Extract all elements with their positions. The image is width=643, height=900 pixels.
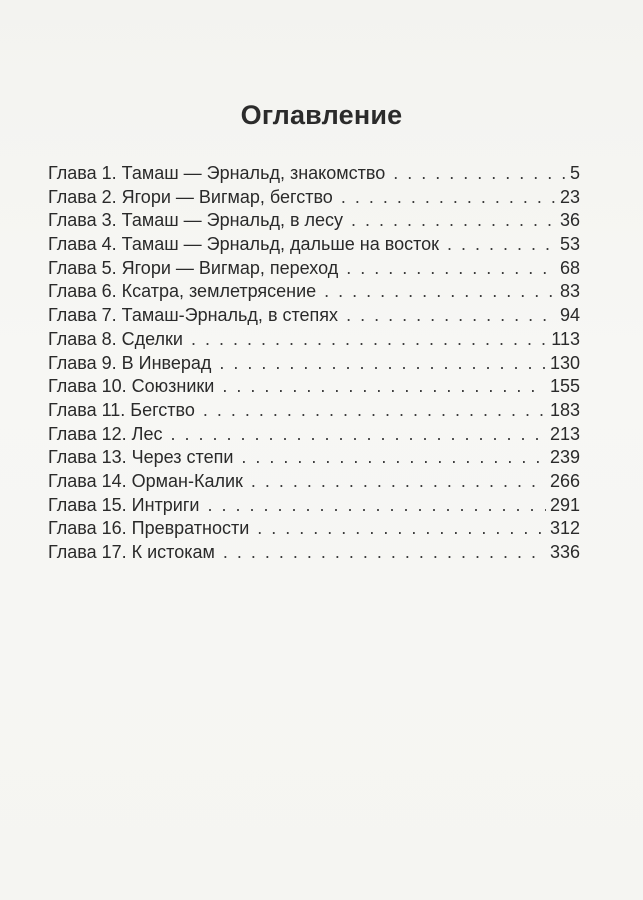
toc-entry-label: Глава 4. Тамаш — Эрнальд, дальше на восток xyxy=(48,234,440,255)
toc-leader-dots xyxy=(393,163,566,184)
toc-entry-page-number: 239 xyxy=(549,447,580,468)
toc-entry-page-number: 83 xyxy=(559,281,580,302)
toc-entry-page-number: 213 xyxy=(549,423,580,444)
toc-entry-page-number: 36 xyxy=(559,210,580,231)
toc-entry-label: Глава 14. Орман-Калик xyxy=(48,470,243,491)
toc-entry xyxy=(48,258,580,282)
toc-entry-page-number: 266 xyxy=(549,470,580,491)
toc-leader-dots xyxy=(447,234,556,255)
toc-entry-label: Глава 16. Превратности xyxy=(48,518,250,539)
page-title: Оглавление xyxy=(240,100,403,130)
toc-leader-dots xyxy=(222,376,546,397)
toc-leader-dots xyxy=(257,518,546,539)
toc-entry-page-number: 183 xyxy=(549,399,580,420)
table-of-contents xyxy=(48,163,580,566)
toc-entry-label: Глава 5. Ягори — Вигмар, переход xyxy=(48,257,339,278)
toc-leader-dots xyxy=(324,281,556,302)
toc-entry xyxy=(48,400,580,424)
toc-entry xyxy=(48,471,580,495)
toc-leader-dots xyxy=(251,471,546,492)
toc-entry-label: Глава 17. К истокам xyxy=(48,542,215,562)
toc-entry-label: Глава 9. В Инверад xyxy=(48,352,212,373)
toc-entry-page-number: 68 xyxy=(559,257,580,278)
toc-entry xyxy=(48,424,580,448)
toc-entry-page-number: 130 xyxy=(549,352,580,373)
toc-entry-label: Глава 10. Союзники xyxy=(48,376,215,397)
toc-entry xyxy=(48,329,580,353)
toc-entry-label: Глава 11. Бегство xyxy=(48,399,195,420)
toc-entry xyxy=(48,281,580,305)
toc-entry-label: Глава 1. Тамаш — Эрнальд, знакомство xyxy=(48,163,386,183)
toc-entry xyxy=(48,305,580,329)
toc-entry-label: Глава 15. Интриги xyxy=(48,494,200,515)
toc-entry-label: Глава 2. Ягори — Вигмар, бегство xyxy=(48,186,333,207)
toc-entry xyxy=(48,495,580,519)
toc-entry-label: Глава 8. Сделки xyxy=(48,328,183,349)
toc-entry-page-number: 113 xyxy=(551,328,580,349)
toc-entry-page-number: 94 xyxy=(559,305,580,326)
toc-leader-dots xyxy=(241,447,546,468)
toc-leader-dots xyxy=(207,495,546,516)
toc-leader-dots xyxy=(341,187,556,208)
toc-leader-dots xyxy=(170,424,545,445)
toc-leader-dots xyxy=(346,258,556,279)
toc-leader-dots xyxy=(219,353,546,374)
toc-entry-label: Глава 13. Через степи xyxy=(48,447,234,468)
toc-entry xyxy=(48,234,580,258)
toc-entry-label: Глава 7. Тамаш-Эрнальд, в степях xyxy=(48,305,339,326)
toc-entry xyxy=(48,376,580,400)
toc-entry xyxy=(48,210,580,234)
toc-entry-page-number: 23 xyxy=(559,186,580,207)
toc-entry xyxy=(48,518,580,542)
toc-entry xyxy=(48,447,580,471)
toc-leader-dots xyxy=(351,210,556,231)
toc-entry-page-number: 336 xyxy=(549,542,580,562)
toc-leader-dots xyxy=(203,400,546,421)
toc-entry-page-number: 291 xyxy=(549,494,580,515)
toc-entry-page-number: 312 xyxy=(549,518,580,539)
toc-leader-dots xyxy=(191,329,547,350)
toc-entry xyxy=(48,353,580,377)
toc-entry-page-number: 5 xyxy=(569,163,580,183)
toc-entry-label: Глава 6. Ксатра, землетрясение xyxy=(48,281,317,302)
toc-leader-dots xyxy=(223,542,546,563)
toc-entry-page-number: 155 xyxy=(549,376,580,397)
toc-leader-dots xyxy=(346,305,556,326)
toc-entry-label: Глава 3. Тамаш — Эрнальд, в лесу xyxy=(48,210,344,231)
toc-entry-label: Глава 12. Лес xyxy=(48,423,163,444)
toc-entry xyxy=(48,542,580,566)
toc-entry xyxy=(48,163,580,187)
toc-entry xyxy=(48,187,580,211)
toc-entry-page-number: 53 xyxy=(559,234,580,255)
